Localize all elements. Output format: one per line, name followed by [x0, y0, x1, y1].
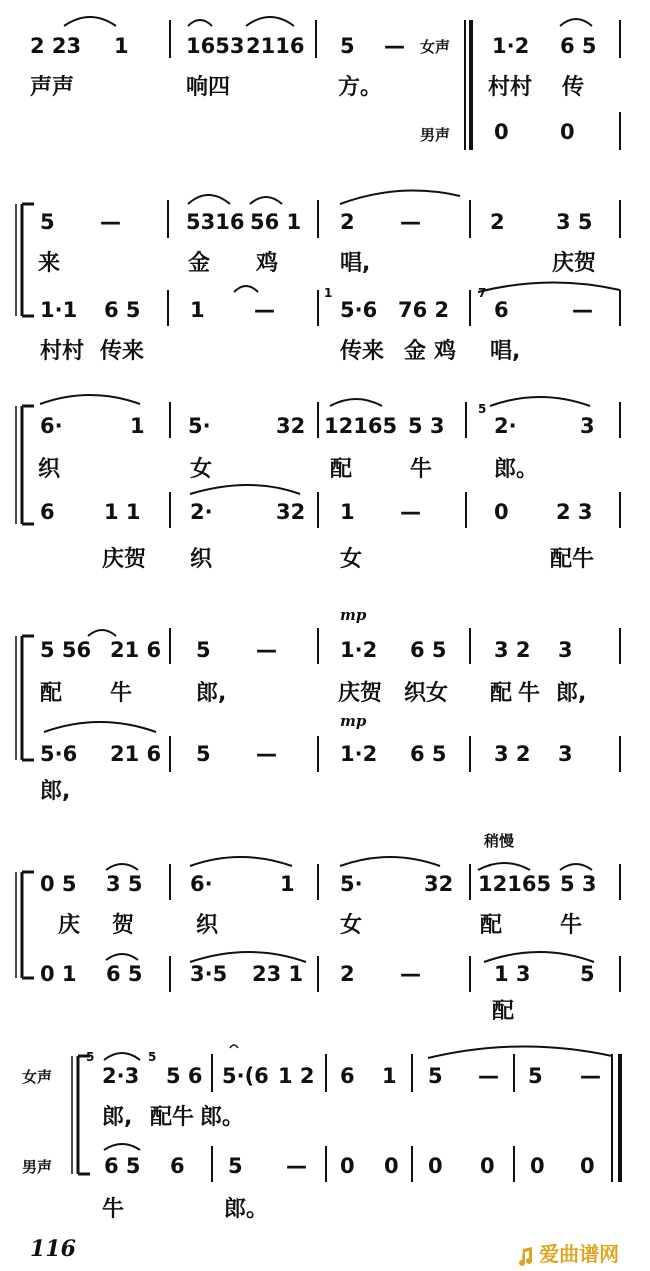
lyric: 郎, [196, 681, 227, 706]
note: — [286, 1154, 307, 1178]
dynamic-mp: mp [340, 712, 367, 730]
note: 6 5 [410, 742, 447, 766]
grace-note: 5 [148, 1050, 157, 1064]
lyric: 传 [562, 75, 585, 100]
note: — [384, 34, 405, 58]
note: 6· [190, 872, 213, 896]
lyric: 牛 [110, 681, 133, 706]
note: 3 [558, 742, 573, 766]
watermark-text: 爱曲谱网 [539, 1242, 620, 1266]
lyric: 织 [196, 913, 219, 938]
note: 0 1 [40, 962, 77, 986]
note: 2116 [246, 34, 305, 58]
lyric: 配 [492, 999, 515, 1024]
note: 6 5 [104, 298, 141, 322]
lyric: 庆 [58, 913, 81, 938]
note: 3·5 [190, 962, 228, 986]
note: — [254, 298, 275, 322]
note: 1·2 [340, 742, 378, 766]
female-voice-label: 女声 [22, 1068, 53, 1086]
note: — [572, 298, 593, 322]
male-voice-label: 男声 [22, 1158, 53, 1176]
note: 0 [494, 120, 509, 144]
lyric: 织女 [404, 681, 449, 706]
note: 6 [170, 1154, 185, 1178]
note: 1 [382, 1064, 397, 1088]
note: — [478, 1064, 499, 1088]
note: 2 [490, 210, 505, 234]
note: 2· [190, 500, 213, 524]
note: 23 1 [252, 962, 304, 986]
lyric: 配 [40, 681, 63, 706]
note: 3 5 [556, 210, 593, 234]
note: 2 3 [556, 500, 593, 524]
lyric: 来 [38, 251, 61, 276]
note: 5 3 [408, 414, 445, 438]
note: 1 [340, 500, 355, 524]
note: 0 [580, 1154, 595, 1178]
lyric: 女 [190, 457, 213, 482]
lyric: 织 [38, 457, 61, 482]
grace-note: 1 [324, 286, 333, 300]
lyric: 庆贺 [552, 251, 597, 276]
tempo-marking: 稍慢 [484, 832, 515, 850]
lyric: 郎。 [494, 457, 539, 482]
note: 0 [340, 1154, 355, 1178]
lyric: 郎, [556, 681, 587, 706]
note: 0 [494, 500, 509, 524]
note: — [400, 962, 421, 986]
male-voice-label: 男声 [420, 126, 451, 144]
note: 0 [384, 1154, 399, 1178]
lyric: 牛 [560, 913, 583, 938]
note: 1 [190, 298, 205, 322]
note: 0 [428, 1154, 443, 1178]
note: 2 [340, 210, 355, 234]
note: 2 [340, 962, 355, 986]
note: 32 [276, 414, 306, 438]
note: 2·3 [102, 1064, 140, 1088]
page-number: 116 [30, 1236, 76, 1262]
note: 5 [228, 1154, 243, 1178]
note: 5 56 [40, 638, 92, 662]
note: 1 3 [494, 962, 531, 986]
lyric: 牛 [102, 1197, 125, 1222]
note: 0 5 [40, 872, 77, 896]
grace-note: 7 [478, 286, 487, 300]
grace-note: 5 [478, 402, 487, 416]
dynamic-mp: mp [340, 606, 367, 624]
note: 32 [276, 500, 306, 524]
note: 1 [130, 414, 145, 438]
note: 6 5 [410, 638, 447, 662]
lyric: 庆贺 [338, 681, 383, 706]
lyric: 配牛 [150, 1105, 195, 1130]
lyric: 唱, [340, 251, 371, 276]
note: 6 [40, 500, 55, 524]
note: — [400, 210, 421, 234]
note: 5 [196, 742, 211, 766]
note: 1 [280, 872, 295, 896]
lyric: 郎。 [224, 1197, 269, 1222]
note: 5 [40, 210, 55, 234]
lyric: 织 [190, 547, 213, 572]
lyric: 郎, [40, 779, 71, 804]
note: 3 [558, 638, 573, 662]
note: 5 [196, 638, 211, 662]
note: 76 2 [398, 298, 450, 322]
lyric: 村村 [488, 75, 533, 100]
lyric: 唱, [490, 339, 521, 364]
lyric: 女 [340, 913, 363, 938]
note: 1·1 [40, 298, 78, 322]
note: 21 6 [110, 638, 162, 662]
lyric: 声声 [30, 75, 75, 100]
note: 2 23 [30, 34, 82, 58]
note: 6 5 [560, 34, 597, 58]
note: 1·2 [340, 638, 378, 662]
lyric: 传来 [100, 339, 145, 364]
note: 6 5 [106, 962, 143, 986]
lyric: 传来 [340, 339, 385, 364]
note: 6· [40, 414, 63, 438]
note: 5 [580, 962, 595, 986]
female-voice-label: 女声 [420, 38, 451, 56]
note: — [256, 742, 277, 766]
note: 3 [580, 414, 595, 438]
note: 1 2 [278, 1064, 315, 1088]
note: — [580, 1064, 601, 1088]
note: 5 [340, 34, 355, 58]
lyric: 牛 [518, 681, 541, 706]
lyric: 方。 [338, 75, 383, 100]
lyric: 金 [404, 339, 427, 364]
note: 6 [340, 1064, 355, 1088]
note: 32 [424, 872, 454, 896]
note: 3 2 [494, 742, 531, 766]
lyric: 贺 [112, 913, 135, 938]
lyric: 郎。 [200, 1105, 245, 1130]
note: — [100, 210, 121, 234]
note: 6 [494, 298, 509, 322]
watermark-logo [516, 1238, 619, 1267]
note: 12165 [478, 872, 552, 896]
lyric: 配 [480, 913, 503, 938]
note: 5·6 [340, 298, 378, 322]
note: 5316 [186, 210, 245, 234]
note: 1 1 [104, 500, 141, 524]
note: 56 1 [250, 210, 302, 234]
note: 6 5 [104, 1154, 141, 1178]
note: 5 6 [166, 1064, 203, 1088]
note: 0 [560, 120, 575, 144]
lyric: 女 [340, 547, 363, 572]
note: 5·(6 [222, 1064, 269, 1088]
note: 21 6 [110, 742, 162, 766]
grace-note: 5 [86, 1050, 95, 1064]
note: 1·2 [492, 34, 530, 58]
lyric: 配 [330, 457, 353, 482]
note: 3 2 [494, 638, 531, 662]
note: 5 [528, 1064, 543, 1088]
note: 0 [530, 1154, 545, 1178]
lyric: 鸡 [434, 339, 457, 364]
note: 5 3 [560, 872, 597, 896]
lyric: 村村 [40, 339, 85, 364]
note: 0 [480, 1154, 495, 1178]
note: — [400, 500, 421, 524]
music-note-icon [516, 1247, 534, 1267]
lyric: 配牛 [550, 547, 595, 572]
note: — [256, 638, 277, 662]
lyric: 牛 [410, 457, 433, 482]
note: 5 [428, 1064, 443, 1088]
lyric: 响四 [186, 75, 231, 100]
note: 5· [188, 414, 211, 438]
note: 2· [494, 414, 517, 438]
note: 1653 [186, 34, 245, 58]
lyric: 金 [188, 251, 211, 276]
note: 3 5 [106, 872, 143, 896]
lyric: 鸡 [256, 251, 279, 276]
lyric: 庆贺 [102, 547, 147, 572]
lyric: 配 [490, 681, 513, 706]
note: 12165 [324, 414, 398, 438]
lyric: 郎, [102, 1105, 133, 1130]
note: 5· [340, 872, 363, 896]
note: 1 [114, 34, 129, 58]
note: 5·6 [40, 742, 78, 766]
